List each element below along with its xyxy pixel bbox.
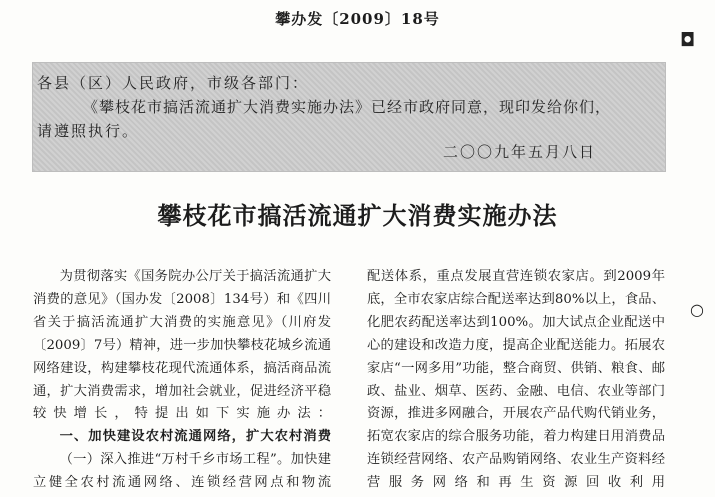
notice-body-line-2: 请遵照执行。 — [37, 122, 140, 140]
notice-date: 二〇〇九年五月八日 — [443, 143, 597, 161]
intro-paragraph: 为贯彻落实《国务院办公厅关于搞活流通扩大消费的意见》（国办发〔2008〕134号）和《四川省关于搞活流通扩大消费的实施意见》（川府发〔2009〕7号）精神，进一步加快攀枝花城乡流通网络建设，构建攀枝花现代流通体系，搞活商品流通，扩大消费需求，增加社会就业，促进经济平稳较快增长，特提出如下实施办法： — [33, 269, 331, 422]
margin-scan-mark-right: ○ — [690, 300, 704, 319]
subsection-1-paragraph: （一）深入推进“万村千乡市场工程”。加快建立健全农村流通网络、连锁经营网点和物流 — [33, 452, 331, 491]
right-column — [367, 266, 665, 495]
margin-scan-mark-top: ◘ — [680, 30, 696, 51]
right-column-paragraph: 配送体系，重点发展直营连锁农家店。到2009年底，全市农家店综合配送率达到80%以上，食品、化肥农药配送率达到100%。加大试点企业配送中心的建设和改造力度，提高企业配送能力。拓展农家店“一网多用”功能，整合商贸、供销、粮食、邮政、盐业、烟草、医药、金融、电信、农业等部门资源，推进多网融合，开展农产品代购代销业务，拓宽农家店的综合服务功能，着力构建日用消费品连锁经营网络、农产品购销网络、农业生产资料经营服务网络和再生资源回收利用 — [367, 269, 665, 491]
notice-box — [32, 62, 666, 172]
notice-addressee: 各县（区）人民政府，市级各部门： — [37, 74, 310, 92]
section-heading-1: 一、加快建设农村流通网络，扩大农村消费 — [59, 429, 331, 445]
notice-body-line-1: 《攀枝花市搞活流通扩大消费实施办法》已经市政府同意，现印发给你们， — [83, 98, 612, 116]
document-number: 攀办发〔2009〕18号 — [275, 10, 440, 28]
document-title: 攀枝花市搞活流通扩大消费实施办法 — [157, 201, 558, 230]
left-column — [33, 266, 331, 495]
